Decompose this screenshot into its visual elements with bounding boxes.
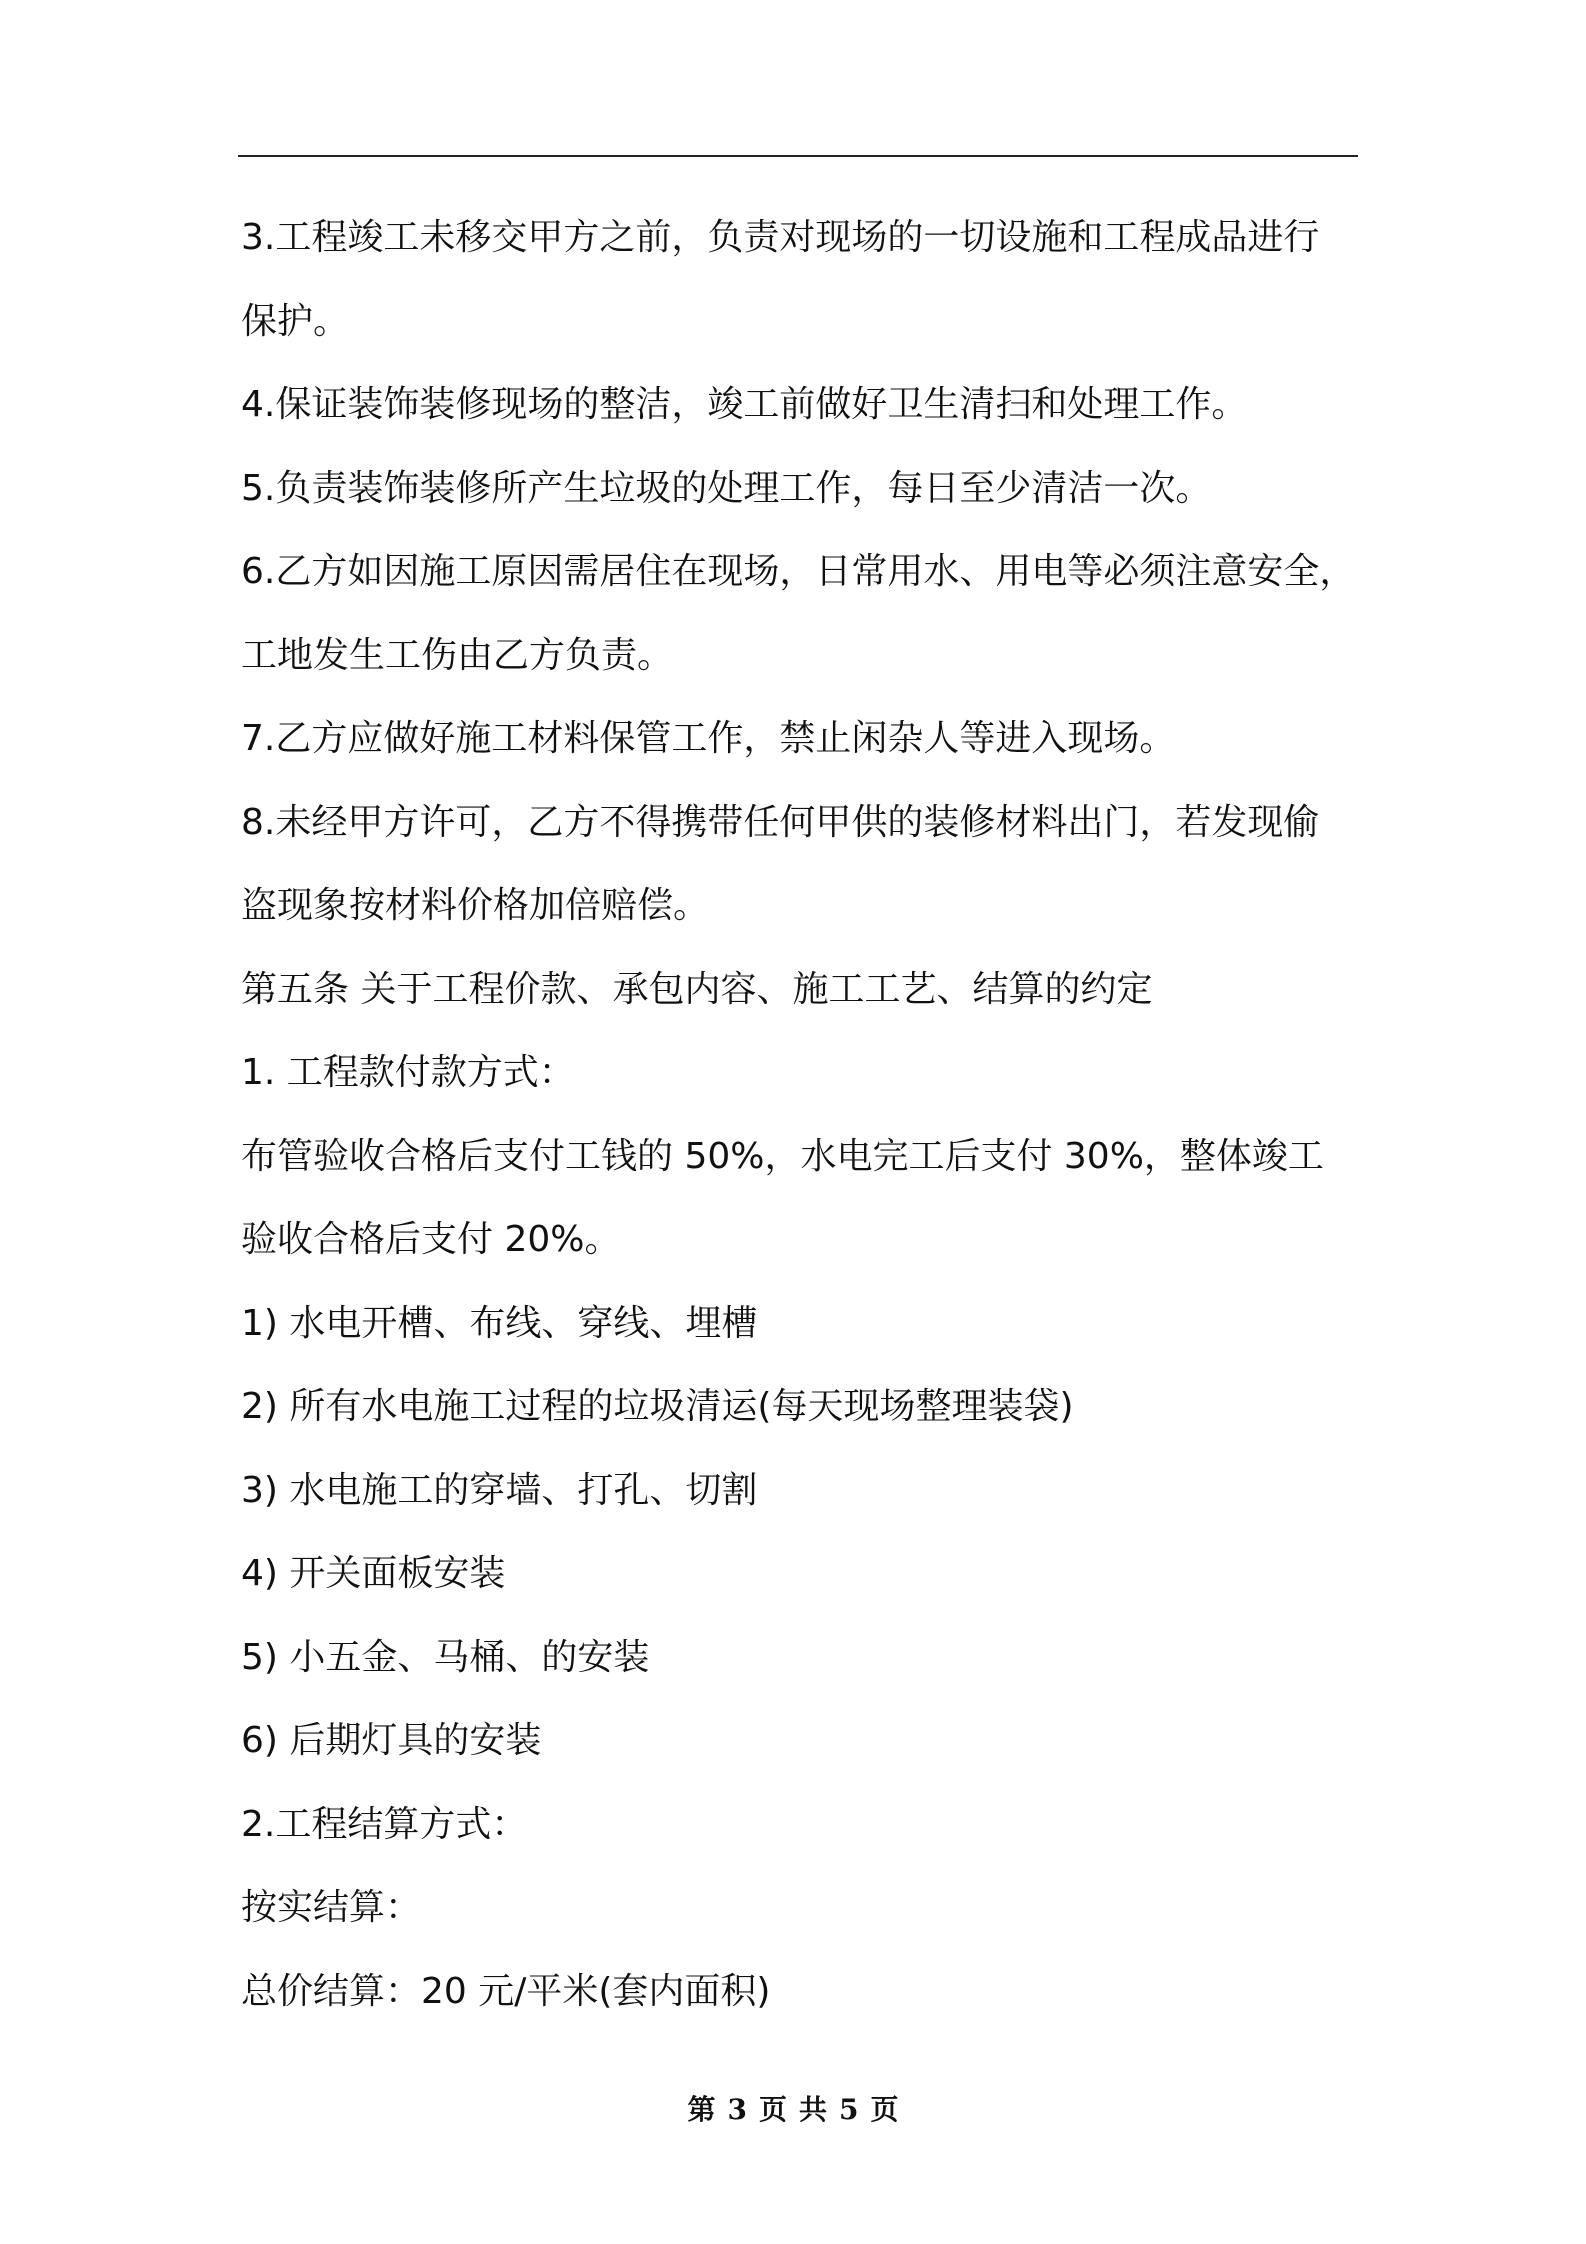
text-line: 验收合格后支付 20%。 (241, 1219, 621, 1260)
list-item: 1) 水电开槽、布线、穿线、埋槽 (241, 1302, 758, 1344)
text-line: 4.保证装饰装修现场的整洁，竣工前做好卫生清扫和处理工作。 (241, 384, 1248, 425)
page-current: 3 (727, 2093, 747, 2126)
page-label: 页 (870, 2093, 899, 2126)
text-line: 6.乙方如因施工原因需居住在现场，日常用水、用电等必须注意安全， (241, 551, 1356, 592)
text-line: 盗现象按材料价格加倍赔偿。 (241, 885, 710, 926)
text-line: 8.未经甲方许可，乙方不得携带任何甲供的装修材料出门，若发现偷 (241, 801, 1320, 843)
page-label: 共 (799, 2093, 828, 2126)
text-line: 1. 工程款付款方式： (241, 1052, 575, 1093)
header-divider (238, 155, 1358, 157)
page-total: 5 (839, 2093, 859, 2126)
text-line: 保护。 (241, 300, 350, 342)
text-line: 5.负责装饰装修所产生垃圾的处理工作，每日至少清洁一次。 (241, 467, 1212, 509)
text-line: 7.乙方应做好施工材料保管工作，禁止闲杂人等进入现场。 (241, 718, 1176, 759)
text-line: 布管验收合格后支付工钱的 50%，水电完工后支付 30%，整体竣工 (241, 1135, 1324, 1177)
list-item: 3) 水电施工的穿墙、打孔、切割 (241, 1469, 758, 1511)
text-line: 2.工程结算方式： (241, 1803, 528, 1845)
document-body (241, 196, 1361, 2033)
list-item: 2) 所有水电施工过程的垃圾清运(每天现场整理装袋) (241, 1386, 1074, 1427)
text-line: 3.工程竣工未移交甲方之前，负责对现场的一切设施和工程成品进行 (241, 217, 1320, 258)
page-label: 页 (758, 2093, 787, 2126)
text-line: 按实结算： (241, 1887, 422, 1928)
text-line: 总价结算：20 元/平米(套内面积) (241, 1970, 771, 2012)
page-number-footer (0, 2090, 1586, 2130)
page-label: 第 (687, 2093, 716, 2126)
list-item: 4) 开关面板安装 (241, 1553, 506, 1594)
list-item: 6) 后期灯具的安装 (241, 1720, 542, 1761)
text-line: 工地发生工伤由乙方负责。 (241, 634, 674, 676)
list-item: 5) 小五金、马桶、的安装 (241, 1636, 650, 1678)
section-heading: 第五条 关于工程价款、承包内容、施工工艺、结算的约定 (241, 968, 1153, 1010)
